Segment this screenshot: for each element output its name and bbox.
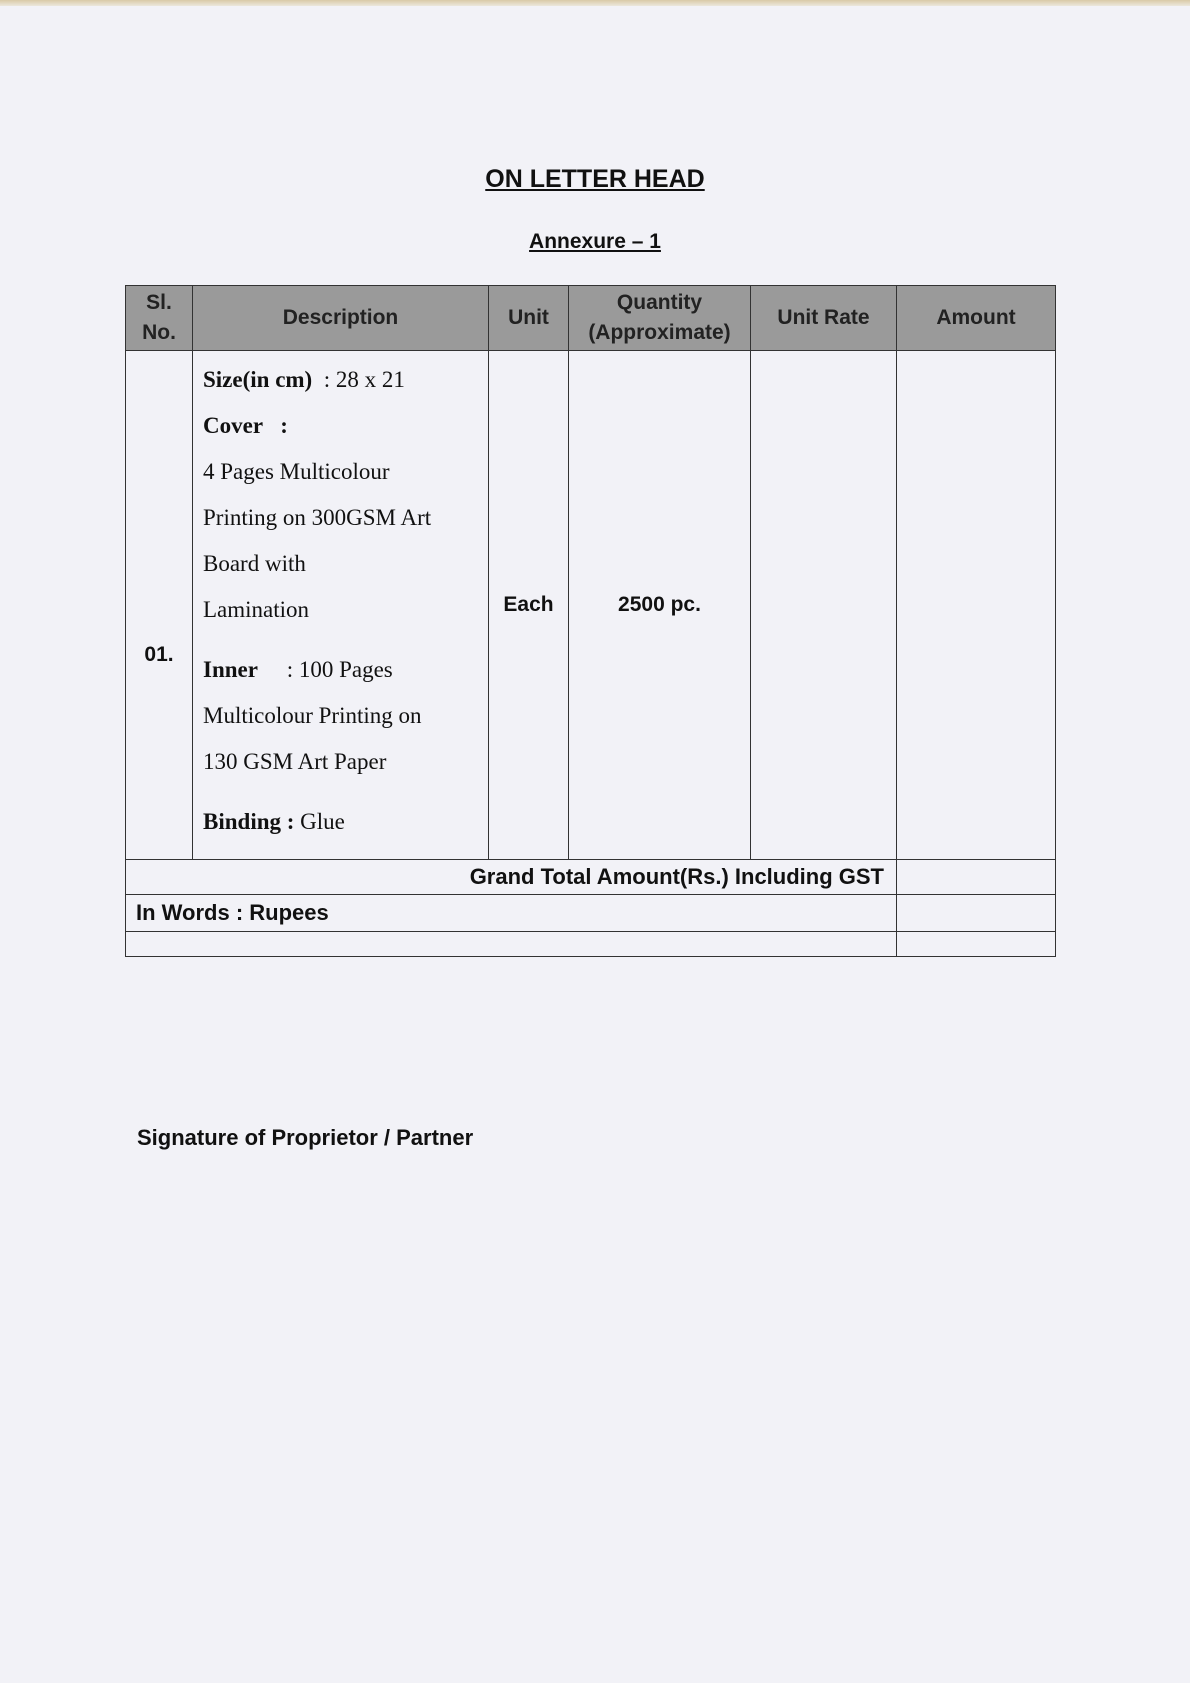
cell-unit-rate[interactable] [751,351,897,860]
cell-description [193,351,489,860]
header-quantity-line1: Quantity [616,291,703,314]
grand-total-label: Grand Total Amount(Rs.) Including GST [126,860,897,895]
in-words-label: In Words : Rupees [126,895,897,932]
binding-label: Binding : [203,809,295,834]
in-words-row [126,895,1056,932]
table-row [126,351,1056,860]
cover-sep: : [280,413,288,438]
header-description: Description [193,286,489,351]
page-title: ON LETTER HEAD [485,165,705,193]
header-sl-no-line2: No. [142,321,176,344]
cover-label: Cover [203,413,264,438]
header-sl-no [126,286,193,351]
quotation-table [125,285,1056,957]
table-header-row [126,286,1056,351]
inner-value: : 100 Pages [286,657,393,682]
blank-cell[interactable] [897,932,1056,957]
grand-total-value[interactable] [897,860,1056,895]
cell-quantity: 2500 pc. [569,351,751,860]
inner-line [203,647,478,693]
size-line [203,357,478,403]
cover-detail-line: 4 Pages Multicolour [203,459,390,484]
inner-label: Inner [203,657,258,682]
cover-detail-line: Lamination [203,597,310,622]
blank-row [126,932,1056,957]
header-quantity-line2: (Approximate) [588,321,731,344]
inner-detail-line: Multicolour Printing on [203,703,422,728]
cover-line [203,403,478,449]
size-value: : 28 x 21 [323,367,405,392]
size-label: Size(in cm) [203,367,313,392]
header-sl-no-line1: Sl. [146,291,172,314]
grand-total-row [126,860,1056,895]
binding-line [203,799,478,845]
annexure-title: Annexure – 1 [529,230,661,253]
header-amount: Amount [897,286,1056,351]
cell-sl-no: 01. [126,351,193,860]
header-quantity [569,286,751,351]
paper-top-edge [0,0,1190,6]
binding-value: Glue [300,809,345,834]
cover-detail-line: Board with [203,551,306,576]
header-unit: Unit [489,286,569,351]
signature-label: Signature of Proprietor / Partner [137,1125,474,1150]
header-unit-rate: Unit Rate [751,286,897,351]
cover-detail-line: Printing on 300GSM Art [203,505,432,530]
cell-amount[interactable] [897,351,1056,860]
inner-detail-line: 130 GSM Art Paper [203,749,387,774]
cell-unit: Each [489,351,569,860]
blank-cell[interactable] [126,932,897,957]
in-words-value[interactable] [897,895,1056,932]
